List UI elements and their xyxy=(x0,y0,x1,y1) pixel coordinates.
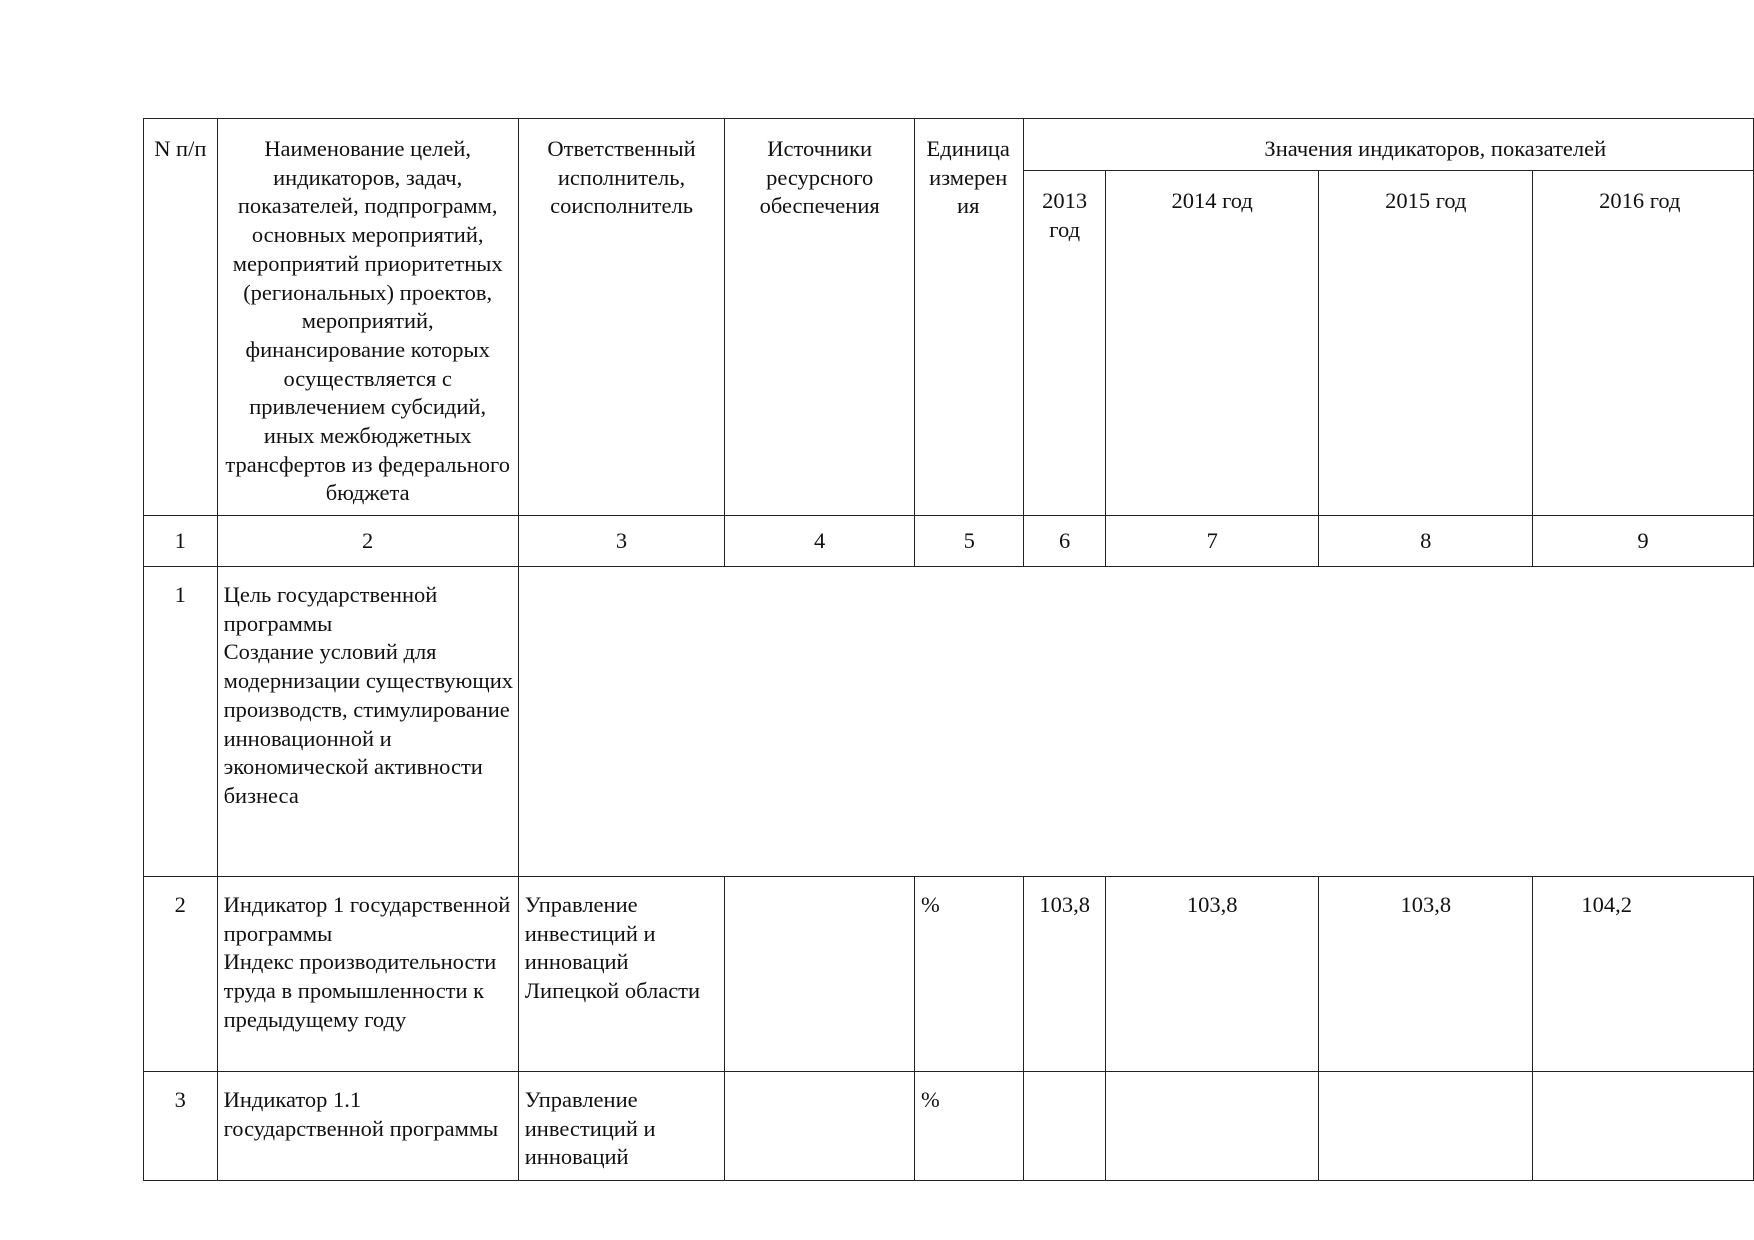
table-row xyxy=(144,567,1754,877)
colnum-6-text: 6 xyxy=(1059,527,1071,553)
colnum-7 xyxy=(1105,516,1319,567)
header-year-2014 xyxy=(1105,171,1319,516)
row-2-value-2016 xyxy=(1533,877,1754,1072)
header-unit xyxy=(915,119,1024,516)
header-year-2014-text: 2014 год xyxy=(1171,188,1253,213)
header-year-2016-text: 2016 год xyxy=(1599,188,1681,213)
row-3-sources xyxy=(725,1072,915,1181)
row-3-value-2013 xyxy=(1024,1072,1105,1181)
row-3-value-2016 xyxy=(1533,1072,1754,1181)
colnum-9 xyxy=(1533,516,1754,567)
row-2-num-text: 2 xyxy=(174,892,186,917)
row-1-merged-cell xyxy=(518,567,1753,877)
header-num-text: N п/п xyxy=(154,136,207,161)
column-numbers-row xyxy=(144,516,1754,567)
header-sources-text: Источники ресурсного обеспечения xyxy=(759,136,880,219)
row-3-value-2015 xyxy=(1319,1072,1533,1181)
row-2-value-2013 xyxy=(1024,877,1105,1072)
header-responsible xyxy=(518,119,725,516)
row-2-value-2014-text: 103,8 xyxy=(1186,892,1238,917)
header-values-group-text: Значения индикаторов, показателей xyxy=(1264,136,1607,161)
colnum-7-text: 7 xyxy=(1206,527,1218,553)
colnum-5-text: 5 xyxy=(963,527,975,553)
row-2-sources xyxy=(725,877,915,1072)
row-1-num-text: 1 xyxy=(174,582,186,607)
header-year-2013 xyxy=(1024,171,1105,516)
colnum-1 xyxy=(144,516,218,567)
row-2-unit-text: % xyxy=(921,892,940,917)
header-name xyxy=(217,119,518,516)
colnum-9-text: 9 xyxy=(1637,527,1649,553)
row-3-name xyxy=(217,1072,518,1181)
row-3-num-text: 3 xyxy=(174,1087,186,1112)
header-name-text: Наименование целей, индикаторов, задач, показателей, подпрограмм, основных мероприятий, мероприятий приоритетных (региональных) проектов, мероприятий, финансирование которых осуществляется с привлечением субсидий, иных межбюджетных трансфертов из федерального бюджета xyxy=(225,136,510,506)
colnum-2 xyxy=(217,516,518,567)
row-3-name-text: Индикатор 1.1 государственной программы xyxy=(223,1087,499,1141)
row-3-num xyxy=(144,1072,218,1181)
table-row xyxy=(144,1072,1754,1181)
colnum-6 xyxy=(1024,516,1105,567)
row-3-responsible-text: Управление инвестиций и инноваций xyxy=(524,1087,656,1170)
header-year-2013-text: 2013 год xyxy=(1042,188,1088,242)
colnum-3-text: 3 xyxy=(615,527,628,553)
header-year-2015-text: 2015 год xyxy=(1385,188,1467,213)
colnum-8 xyxy=(1319,516,1533,567)
colnum-2-text: 2 xyxy=(362,527,374,553)
header-row-1 xyxy=(144,119,1754,171)
indicators-table xyxy=(143,118,1754,1181)
row-2-responsible xyxy=(518,877,725,1072)
colnum-4 xyxy=(725,516,915,567)
row-2-num xyxy=(144,877,218,1072)
row-1-name-text: Цель государственной программы Создание условий для модернизации существующих производств, стимулирование инновационной и экономической активности бизнеса xyxy=(223,582,513,808)
row-2-value-2013-text: 103,8 xyxy=(1039,892,1090,917)
row-3-responsible xyxy=(518,1072,725,1181)
row-3-value-2014 xyxy=(1105,1072,1319,1181)
row-1-num xyxy=(144,567,218,877)
row-2-value-2015-text: 103,8 xyxy=(1400,892,1452,917)
header-values-group xyxy=(1024,119,1754,171)
colnum-5 xyxy=(915,516,1024,567)
colnum-8-text: 8 xyxy=(1420,527,1432,553)
row-2-value-2015 xyxy=(1319,877,1533,1072)
row-2-value-2016-text: 104,2 xyxy=(1581,892,1632,917)
row-3-unit-text: % xyxy=(921,1087,940,1112)
row-1-name xyxy=(217,567,518,877)
header-year-2016 xyxy=(1533,171,1754,516)
header-responsible-text: Ответственный исполнитель, соисполнитель xyxy=(547,136,696,219)
row-2-name-text: Индикатор 1 государственной программы Индекс производительности труда в промышленности к предыдущему году xyxy=(223,892,511,1032)
header-unit-text: Единица измерен ия xyxy=(926,136,1010,219)
row-2-responsible-text: Управление инвестиций и инноваций Липецкой области xyxy=(524,892,701,1004)
row-2-name xyxy=(217,877,518,1072)
colnum-3 xyxy=(518,516,725,567)
colnum-4-text: 4 xyxy=(814,527,826,553)
header-sources xyxy=(725,119,915,516)
colnum-1-text: 1 xyxy=(174,527,186,553)
row-3-unit xyxy=(915,1072,1024,1181)
header-year-2015 xyxy=(1319,171,1533,516)
row-2-value-2014 xyxy=(1105,877,1319,1072)
table-row xyxy=(144,877,1754,1072)
row-2-unit xyxy=(915,877,1024,1072)
header-num xyxy=(144,119,218,516)
